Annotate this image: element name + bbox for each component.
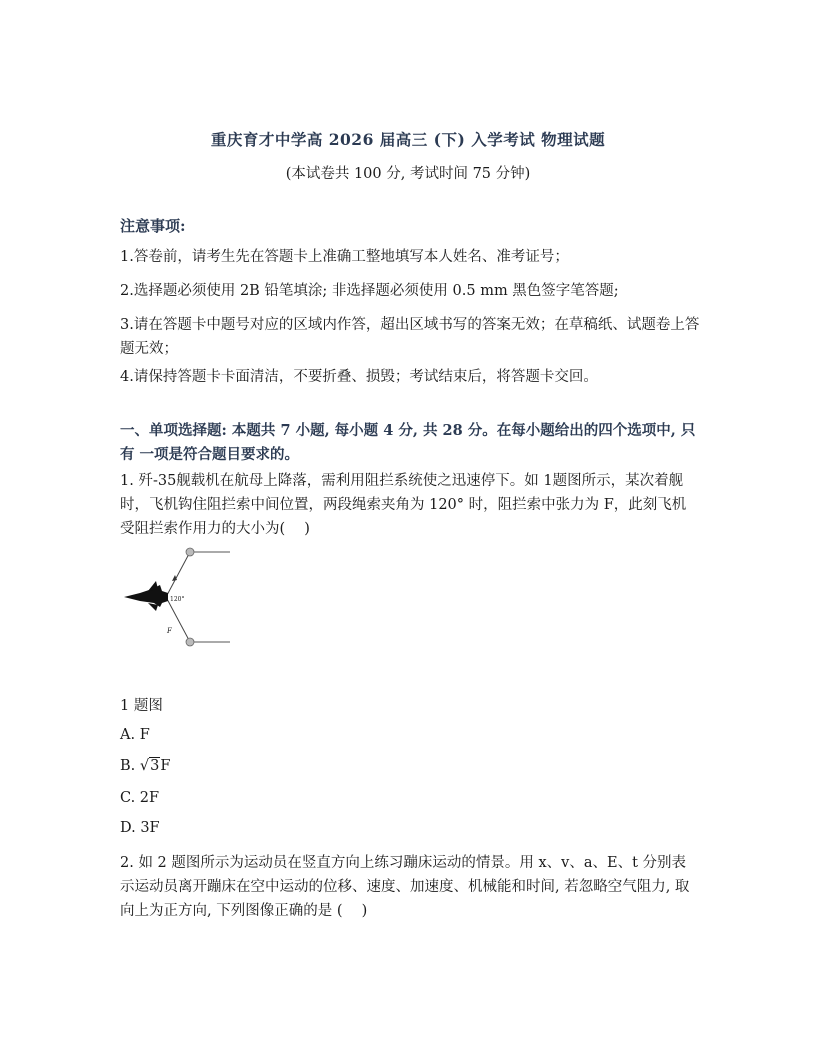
q1-option-c: C. 2F [120, 790, 160, 806]
q1-option-b [120, 758, 170, 774]
section-1-heading: 一、单项选择题: 本题共 7 小题, 每小题 4 分, 共 28 分。在每小题给出的四个选项中, 只有 一项是符合题目要求的。 [120, 422, 696, 463]
question-1-text: 1. 歼-35舰载机在航母上降落，需利用阻拦系统使之迅速停下。如 1题图所示，某次着舰时，飞机钩住阻拦索中间位置，两段绳索夹角为 120° 时，阻拦索中张力为 F，此刻飞机受阻拦索作用力的大小为( ) [120, 473, 687, 537]
notice-title: 注意事项: [120, 217, 186, 235]
question-1-figure [118, 545, 238, 651]
pulley-bottom-icon [186, 638, 194, 646]
q1-option-d: D. 3F [120, 820, 160, 836]
q1-option-b-radicand: 3 [150, 758, 160, 774]
figure-force-label: F [167, 627, 172, 635]
notice-item-1: 1.答卷前，请考生先在答题卡上准确工整地填写本人姓名、准考证号； [120, 249, 569, 265]
pulley-top-icon [186, 548, 194, 556]
figure-1-caption: 1 题图 [120, 698, 163, 714]
question-2-text: 2. 如 2 题图所示为运动员在竖直方向上练习蹦床运动的情景。用 x、v、a、E、t 分别表示运动员离开蹦床在空中运动的位移、速度、加速度、机械能和时间, 若忽略空气阻力, 取向上为正方向, 下列图像正确的是 ( ) [120, 855, 690, 919]
jet-icon [124, 581, 168, 611]
notice-item-3: 3.请在答题卡中题号对应的区域内作答，超出区域书写的答案无效；在草稿纸、试题卷上答题无效； [120, 317, 700, 357]
q1-option-a: A. F [120, 727, 150, 743]
notice-item-2: 2.选择题必须使用 2B 铅笔填涂; 非选择题必须使用 0.5 mm 黑色签字笔答题; [120, 283, 619, 299]
sqrt-symbol: √3 [139, 758, 160, 774]
notice-item-4: 4.请保持答题卡卡面清洁，不要折叠、损毁；考试结束后，将答题卡交回。 [120, 369, 598, 385]
figure-angle-label: 120° [170, 596, 185, 603]
q1-option-b-suffix: F [160, 758, 171, 774]
exam-subtitle: (本试卷共 100 分, 考试时间 75 分钟) [285, 166, 531, 182]
q1-option-b-prefix: B. [120, 758, 140, 774]
exam-title: 重庆育才中学高 2026 届高三 (下) 入学考试 物理试题 [210, 130, 606, 149]
